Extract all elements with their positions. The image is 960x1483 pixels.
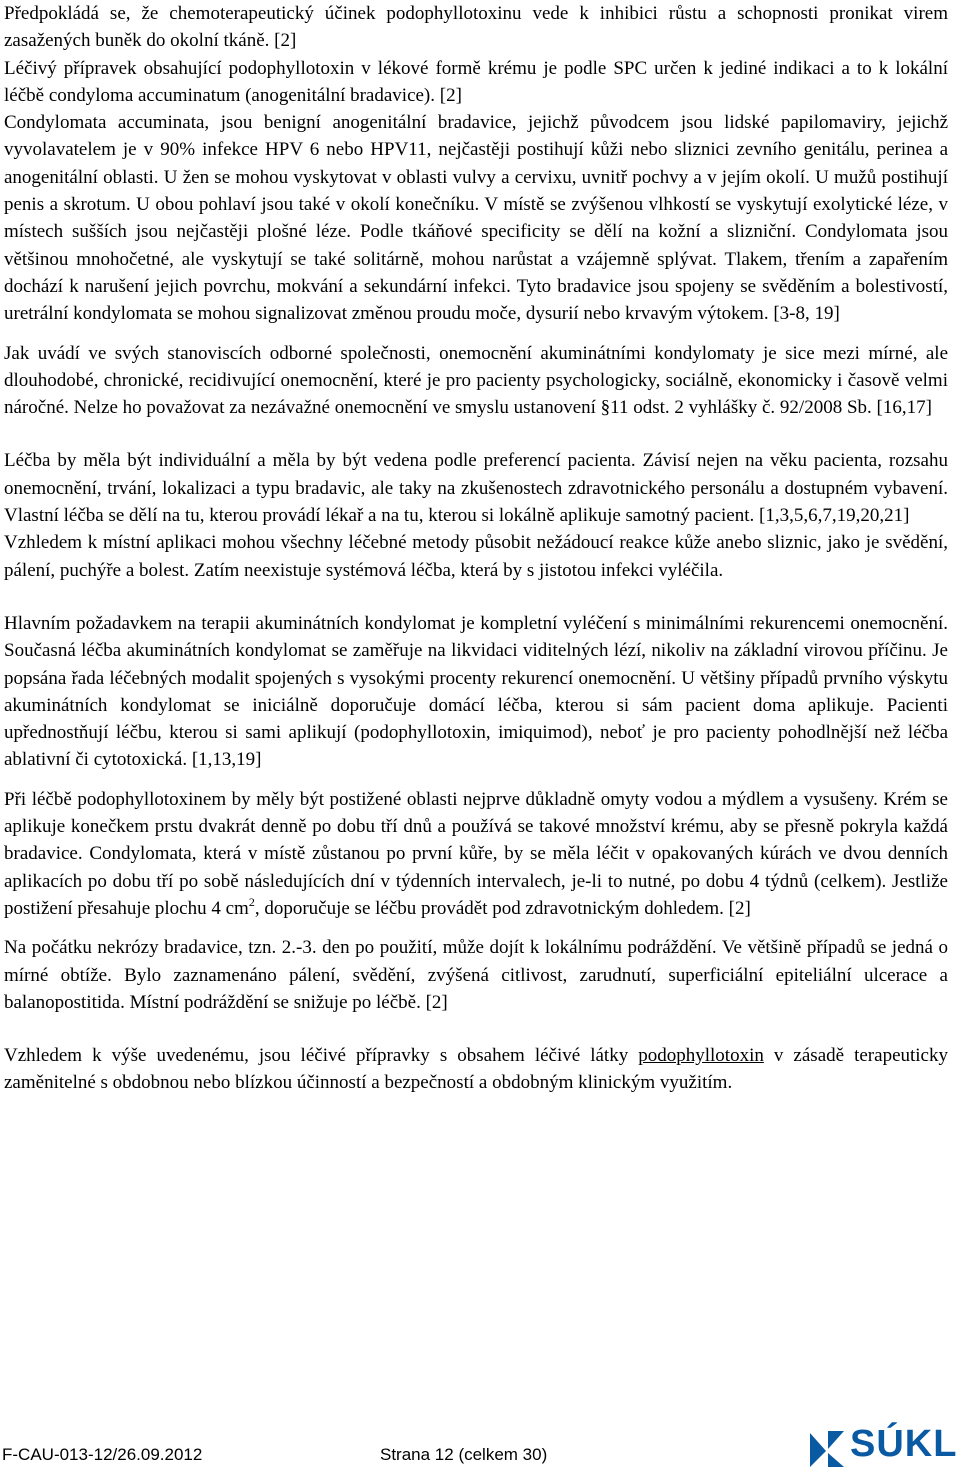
superscript-squared: 2 xyxy=(248,894,255,909)
podophyllotoxin-link[interactable]: podophyllotoxin xyxy=(638,1045,764,1067)
conclusion-text-b: v zásadě terapeuticky zaměnitelné s obdobnou nebo blízkou účinností a bezpečností a obdobným klinickým využitím. xyxy=(4,1045,948,1094)
sukl-logo xyxy=(806,1419,956,1477)
paragraph-mechanism: Předpokládá se, že chemoterapeutický účinek podophyllotoxinu vede k inhibici růstu a schopnosti pronikat virem zasažených buněk do okolní tkáně. [2] xyxy=(4,3,948,52)
conclusion-text-a: Vzhledem k výše uvedenému, jsou léčivé přípravky s obsahem léčivé látky xyxy=(4,1045,639,1067)
sukl-logo-text: SÚKL xyxy=(850,1423,958,1465)
paragraph-individual-treatment: Léčba by měla být individuální a měla by být vedena podle preferencí pacienta. Závisí nejen na věku pacienta, rozsahu onemocnění, trvání, lokalizaci a typu bradavic, ale taky na zkušenostech zdravotnického personálu a dostupném vybavení. Vlastní léčba se dělí na tu, kterou provádí lékař a na tu, kterou si lokálně aplikuje samotný pacient. [1,3,5,6,7,19,20,21] xyxy=(4,450,948,527)
paragraph-therapy-goal: Hlavním požadavkem na terapii akuminátních kondylomat je kompletní vyléčení s minimálními rekurencemi onemocnění. Současná léčba akuminátních kondylomat se zaměřuje na likvidaci viditelných lézí, nikoliv na základní virovou příčinu. Je popsána řada léčebných modalit spojených s vysokými procenty rekurencí onemocnění. U většiny případů prvního výskytu akuminátních kondylomat se iniciálně doporučuje domácí léčba, kterou si sám pacient doma aplikuje. Pacienti upřednostňují léčbu, kterou si sami aplikují (podophyllotoxin, imiquimod), neboť je pro pacienty pohodlnější než léčba ablativní či cytotoxická. [1,13,19] xyxy=(4,612,948,771)
sukl-emblem-icon xyxy=(806,1427,848,1471)
application-text-b: , doporučuje se léčbu provádět pod zdravotnickým dohledem. [2] xyxy=(254,897,751,919)
page-number: Strana 12 (celkem 30) xyxy=(380,1445,548,1464)
document-code: F-CAU-013-12/26.09.2012 xyxy=(2,1445,203,1464)
paragraph-condylomata: Condylomata accuminata, jsou benigní anogenitální bradavice, jejichž původcem jsou lidské papilomaviry, jejichž vyvolavatelem je v 90% infekce HPV 6 nebo HPV11, nejčastěji postihují kůži nebo sliznici zevního genitálu, perinea a anogenitální oblasti. U žen se mohou vyskytovat v oblasti vulvy a cervixu, uvnitř pochvy a v jejím okolí. U mužů postihují penis a skrotum. U obou pohlaví jsou také v okolí konečníku. V místě se zvýšenou vlhkostí se vyskytují exolytické léze, v místech sušších jsou nejčastěji plošné léze. Podle tkáňové specificity se dělí na kožní a slizniční. Condylomata jsou většinou mnohočetné, ale vyskytují se také solitárně, mohou narůstat a vzájemně splývat. Tlakem, třením a zapařením dochází k narušení jejich povrchu, mokvání a sekundární infekci. Tyto bradavice jsou spojeny se svěděním a bolestivostí, uretrální kondylomata se mohou signalizovat změnou proudu moče, dysurií nebo krvavým výtokem. [3-8, 19] xyxy=(4,112,948,325)
paragraph-side-reactions: Vzhledem k místní aplikaci mohou všechny léčebné metody působit nežádoucí reakce kůže anebo sliznic, jako je svědění, pálení, puchýře a bolest. Zatím neexistuje systémová léčba, která by s jistotou infekci vyléčila. xyxy=(4,532,948,581)
paragraph-indication: Léčivý přípravek obsahující podophyllotoxin v lékové formě krému je podle SPC určen k jediné indikaci a to k lokální léčbě condyloma accuminatum (anogenitální bradavice). [2] xyxy=(4,57,948,106)
paragraph-conclusion xyxy=(4,1042,948,1097)
paragraph-necrosis: Na počátku nekrózy bradavice, tzn. 2.-3. den po použití, může dojít k lokálnímu podráždění. Ve většině případů se jedná o mírné obtíže. Bylo zaznamenáno pálení, svědění, zvýšená citlivost, zarudnutí, superficiální epiteliální ulcerace a balanopostitida. Místní podráždění se snižuje po léčbě. [2] xyxy=(4,937,948,1013)
paragraph-societies: Jak uvádí ve svých stanoviscích odborné společnosti, onemocnění akuminátními kondylomaty je sice mezi mírné, ale dlouhodobé, chronické, recidivující onemocnění, které je pro pacienty psychologicky, sociálně, ekonomicky i časově velmi náročné. Nelze ho považovat za nezávažné onemocnění ve smyslu ustanovení §11 odst. 2 vyhlášky č. 92/2008 Sb. [16,17] xyxy=(4,342,948,419)
application-text-a: Při léčbě podophyllotoxinem by měly být postižené oblasti nejprve důkladně omyty vodou a mýdlem a vysušeny. Krém se aplikuje konečkem prstu dvakrát denně po dobu tří dnů a používá se takové množství krému, aby se přesně pokryla každá bradavice. Condylomata, která v místě zůstanou po první kůře, by se měla léčit v opakovaných kúrách ve dvou denních aplikacích po dobu tří po sobě následujících dní v týdenních intervalech, je-li to nutné, po dobu 4 týdnů (celkem). Jestliže postižení přesahuje plochu 4 cm xyxy=(4,788,948,919)
paragraph-application xyxy=(4,786,948,922)
document-body xyxy=(4,0,948,1097)
